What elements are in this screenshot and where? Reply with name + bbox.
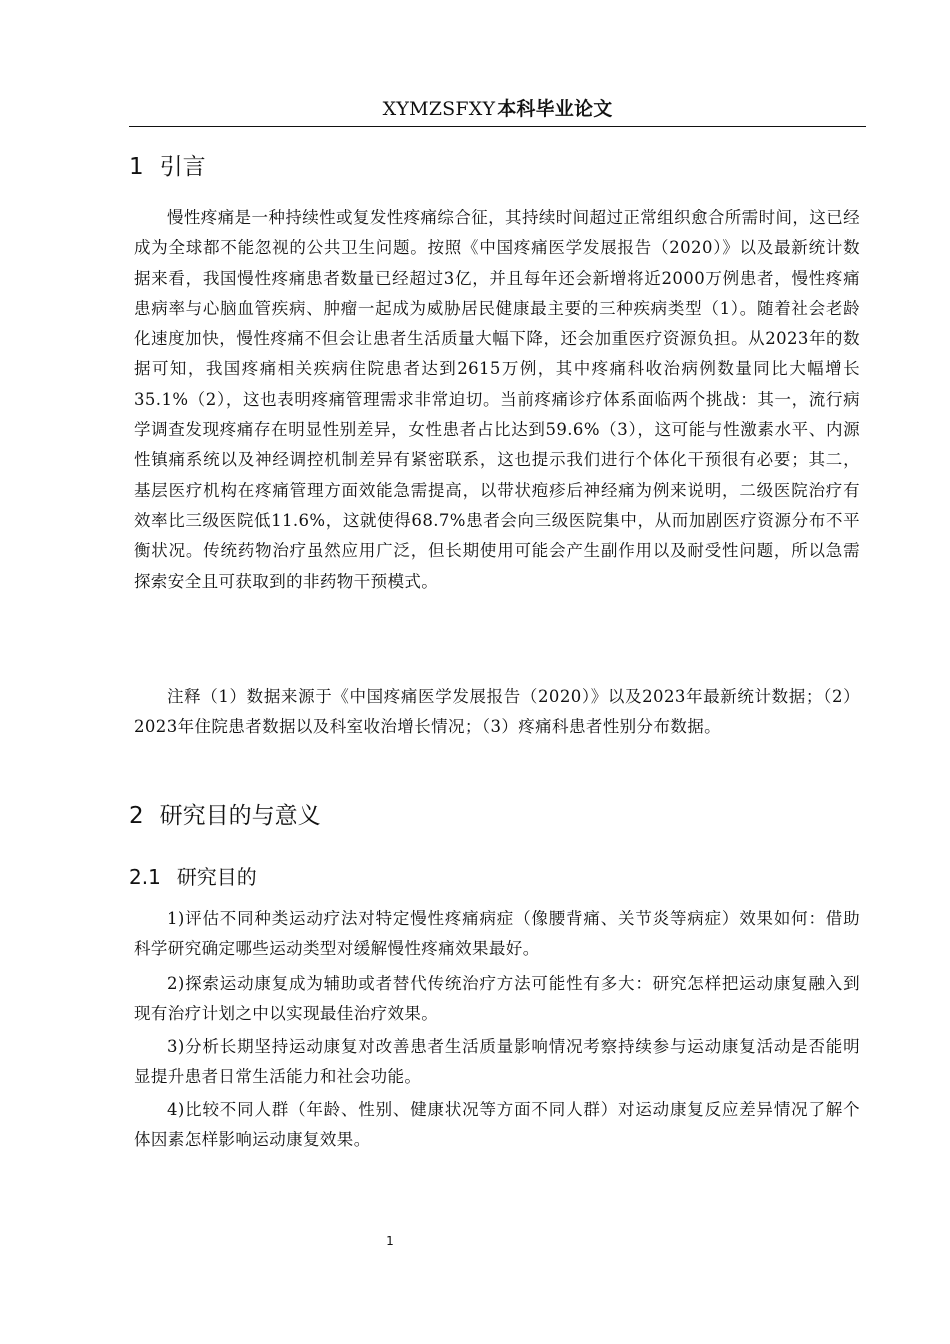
section-2-number: 2 bbox=[129, 803, 144, 829]
section-2-heading bbox=[129, 799, 321, 833]
section-2-1-heading bbox=[129, 861, 257, 893]
section-2-1-number: 2.1 bbox=[129, 865, 161, 889]
notes-paragraph: 注释（1）数据来源于《中国疼痛医学发展报告（2020）》以及2023年最新统计数据；（2）2023年住院患者数据以及科室收治增长情况；（3）疼痛科患者性别分布数据。 bbox=[134, 687, 860, 737]
objective-item-3: 3)分析长期坚持运动康复对改善患者生活质量影响情况考察持续参与运动康复活动是否能明显提升患者日常生活能力和社会功能。 bbox=[134, 1037, 860, 1087]
section-2-1-title: 研究目的 bbox=[176, 865, 257, 889]
objective-item-4: 4)比较不同人群（年龄、性别、健康状况等方面不同人群）对运动康复反应差异情况了解个体因素怎样影响运动康复效果。 bbox=[134, 1100, 860, 1150]
objective-item-2: 2)探索运动康复成为辅助或者替代传统治疗方法可能性有多大：研究怎样把运动康复融入到现有治疗计划之中以实现最佳治疗效果。 bbox=[134, 974, 860, 1024]
header-school-code: XYMZSFXY bbox=[382, 98, 496, 120]
header-thesis-label: 本科毕业论文 bbox=[497, 98, 613, 120]
page-number: 1 bbox=[386, 1234, 394, 1248]
section-1-title: 引言 bbox=[159, 154, 206, 180]
section-1-number: 1 bbox=[129, 154, 144, 180]
objective-item-1: 1)评估不同种类运动疗法对特定慢性疼痛病症（像腰背痛、关节炎等病症）效果如何：借助科学研究确定哪些运动类型对缓解慢性疼痛效果最好。 bbox=[134, 909, 860, 959]
page-header bbox=[129, 92, 866, 127]
section-2-title: 研究目的与意义 bbox=[159, 803, 321, 829]
intro-paragraph: 慢性疼痛是一种持续性或复发性疼痛综合征，其持续时间超过正常组织愈合所需时间，这已经成为全球都不能忽视的公共卫生问题。按照《中国疼痛医学发展报告（2020）》以及最新统计数据来看，我国慢性疼痛患者数量已经超过3亿，并且每年还会新增将近2000万例患者，慢性疼痛患病率与心脑血管疾病、肿瘤一起成为威胁居民健康最主要的三种疾病类型（1）。随着社会老龄化速度加快，慢性疼痛不但会让患者生活质量大幅下降，还会加重医疗资源负担。从2023年的数据可知，我国疼痛相关疾病住院患者达到2615万例，其中疼痛科收治病例数量同比大幅增长35.1%（2），这也表明疼痛管理需求非常迫切。当前疼痛诊疗体系面临两个挑战：其一，流行病学调查发现疼痛存在明显性别差异，女性患者占比达到59.6%（3），这可能与性激素水平、内源性镇痛系统以及神经调控机制差异有紧密联系，这也提示我们进行个体化干预很有必要；其二，基层医疗机构在疼痛管理方面效能急需提高，以带状疱疹后神经痛为例来说明，二级医院治疗有效率比三级医院低11.6%，这就使得68.7%患者会向三级医院集中，从而加剧医疗资源分布不平衡状况。传统药物治疗虽然应用广泛，但长期使用可能会产生副作用以及耐受性问题，所以急需探索安全且可获取到的非药物干预模式。 bbox=[134, 208, 860, 591]
section-1-heading bbox=[129, 150, 206, 184]
